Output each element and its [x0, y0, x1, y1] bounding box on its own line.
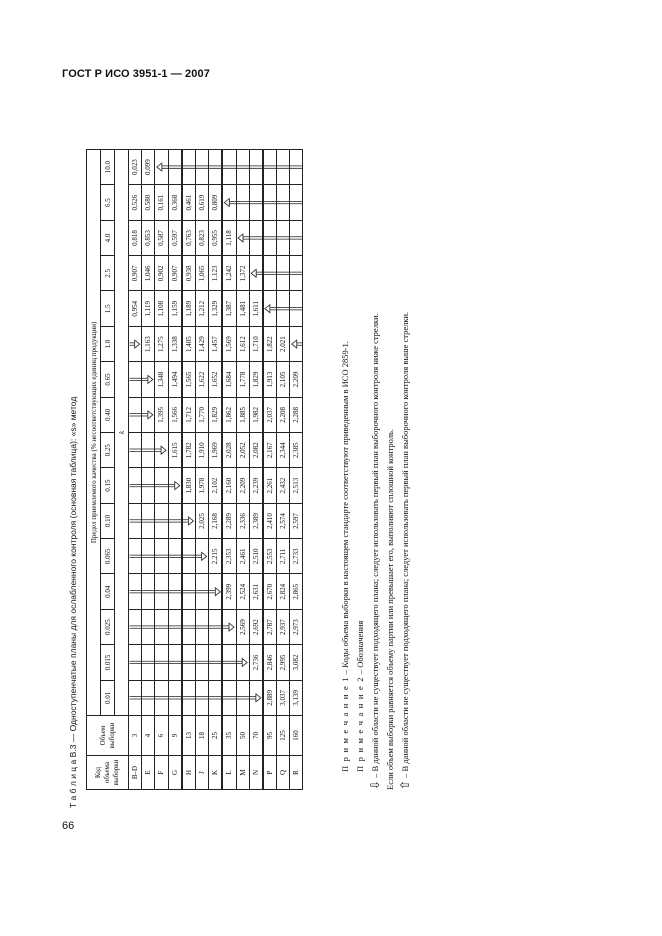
- k-value-cell: [155, 433, 168, 468]
- k-value-cell: [129, 362, 142, 397]
- k-value-cell: 0,368: [168, 185, 182, 220]
- table-row: [209, 149, 223, 789]
- k-value-cell: 1,782: [182, 433, 196, 468]
- k-value-cell: 2,160: [222, 468, 236, 503]
- k-value-cell: [142, 539, 155, 574]
- k-value-cell: [263, 220, 277, 255]
- k-value-cell: 2,736: [249, 645, 263, 680]
- k-value-cell: 2,865: [290, 574, 303, 609]
- aql-value: 0.15: [101, 468, 115, 503]
- aql-value: 6.5: [101, 185, 115, 220]
- k-value-cell: [209, 680, 223, 715]
- k-value-cell: [222, 645, 236, 680]
- row-sample-size: 9: [168, 716, 182, 756]
- k-value-cell: 2,973: [290, 609, 303, 644]
- note-up-arrow: [398, 150, 413, 790]
- row-code: R: [290, 756, 303, 790]
- row-sample-size: 4: [142, 716, 155, 756]
- k-value-cell: [236, 645, 249, 680]
- note-down-arrow: [368, 150, 383, 790]
- k-value-cell: [236, 220, 249, 255]
- k-value-cell: [209, 149, 223, 185]
- k-value-cell: [142, 645, 155, 680]
- k-value-cell: 2,021: [277, 326, 290, 361]
- aql-value: 0.015: [101, 645, 115, 680]
- k-value-cell: [263, 185, 277, 220]
- k-value-cell: 1,481: [236, 291, 249, 326]
- row-sample-size: 13: [182, 716, 196, 756]
- aql-value: 0.25: [101, 433, 115, 468]
- note-1: [338, 150, 353, 790]
- caption-text: — Одноступенчатые планы для ослабленного контроля (основная таблица): «s» метод: [68, 396, 78, 745]
- rotated-table-area: [68, 148, 428, 808]
- k-value-cell: [168, 680, 182, 715]
- k-value-cell: [222, 609, 236, 644]
- up-arrow-icon: ⇧: [398, 779, 412, 790]
- row-sample-size: 125: [277, 716, 290, 756]
- aql-header: Предел приемлемого качества (% несоответствующих единиц продукции): [87, 149, 101, 715]
- row-sample-size: 95: [263, 716, 277, 756]
- k-value-cell: [182, 609, 196, 644]
- k-label: k: [115, 149, 129, 715]
- k-value-cell: 0,955: [209, 220, 223, 255]
- k-value-cell: 2,353: [222, 539, 236, 574]
- table-row: [277, 149, 290, 789]
- document-header: ГОСТ Р ИСО 3951-1 — 2007: [62, 68, 210, 80]
- column-header-sample-size: Объем выборки: [87, 716, 129, 756]
- k-value-cell: [129, 645, 142, 680]
- row-code: B–D: [129, 756, 142, 790]
- table-row: [182, 149, 196, 789]
- table-row: [263, 149, 277, 789]
- k-value-cell: [263, 291, 277, 326]
- k-value-cell: 1,065: [195, 256, 208, 291]
- k-value-cell: 0,907: [168, 256, 182, 291]
- k-value-cell: [168, 468, 182, 503]
- k-value-cell: 1,569: [222, 326, 236, 361]
- table-notes: [338, 150, 413, 790]
- k-value-cell: [182, 539, 196, 574]
- k-value-cell: 2,239: [249, 468, 263, 503]
- row-code: L: [222, 756, 236, 790]
- k-value-cell: 1,712: [182, 397, 196, 432]
- k-value-cell: 2,937: [277, 609, 290, 644]
- k-value-cell: [249, 149, 263, 185]
- aql-value: 0.025: [101, 609, 115, 644]
- aql-value: 1.0: [101, 326, 115, 361]
- k-value-cell: [290, 291, 303, 326]
- k-value-cell: 2,995: [277, 645, 290, 680]
- k-value-cell: 2,028: [222, 433, 236, 468]
- k-value-cell: [182, 149, 196, 185]
- k-value-cell: 1,913: [263, 362, 277, 397]
- k-value-cell: 1,830: [182, 468, 196, 503]
- k-value-cell: [209, 645, 223, 680]
- table-caption: [68, 148, 82, 808]
- k-value-cell: 1,611: [249, 291, 263, 326]
- k-value-cell: 1,242: [222, 256, 236, 291]
- note-2-label: П р и м е ч а н и е 2: [355, 676, 365, 772]
- k-value-cell: 2,733: [290, 539, 303, 574]
- table-body: [129, 149, 303, 789]
- k-value-cell: [277, 149, 290, 185]
- k-value-cell: [142, 574, 155, 609]
- k-value-cell: [182, 574, 196, 609]
- k-value-cell: 2,209: [236, 468, 249, 503]
- k-value-cell: 2,432: [277, 468, 290, 503]
- k-value-cell: [290, 149, 303, 185]
- row-sample-size: 6: [155, 716, 168, 756]
- k-value-cell: 1,612: [236, 326, 249, 361]
- row-code: H: [182, 756, 196, 790]
- k-value-cell: [129, 326, 142, 361]
- k-value-cell: 1,494: [168, 362, 182, 397]
- down-arrow-text: – В данной области не существует подходящего плана; следует использовать первый план выборочного контроля ниже стрелки.: [370, 313, 380, 780]
- aql-value: 1.5: [101, 291, 115, 326]
- k-value-cell: 1,778: [236, 362, 249, 397]
- k-value-cell: 1,684: [222, 362, 236, 397]
- k-value-cell: 2,889: [263, 680, 277, 715]
- k-value-cell: [290, 326, 303, 361]
- sampling-plan-table: [86, 149, 303, 790]
- k-value-cell: [168, 609, 182, 644]
- k-value-cell: 2,344: [277, 433, 290, 468]
- note-1-label: П р и м е ч а н и е 1: [340, 676, 350, 772]
- k-value-cell: 1,348: [155, 362, 168, 397]
- table-row: [129, 149, 142, 789]
- k-value-cell: 2,389: [249, 503, 263, 538]
- k-value-cell: [277, 185, 290, 220]
- k-value-cell: [129, 609, 142, 644]
- k-value-cell: 2,574: [277, 503, 290, 538]
- table-row: [249, 149, 263, 789]
- k-value-cell: [155, 574, 168, 609]
- k-value-cell: 2,711: [277, 539, 290, 574]
- k-value-cell: 0,763: [182, 220, 196, 255]
- k-value-cell: [277, 291, 290, 326]
- k-value-cell: 2,336: [236, 503, 249, 538]
- k-value-cell: 0,938: [182, 256, 196, 291]
- k-value-cell: 2,553: [263, 539, 277, 574]
- k-value-cell: 3,082: [290, 645, 303, 680]
- k-value-cell: 3,139: [290, 680, 303, 715]
- k-value-cell: 1,212: [195, 291, 208, 326]
- k-value-cell: [249, 680, 263, 715]
- k-value-cell: 2,569: [236, 609, 249, 644]
- k-value-cell: 1,969: [209, 433, 223, 468]
- k-value-cell: 1,862: [222, 397, 236, 432]
- k-value-cell: [142, 433, 155, 468]
- k-value-cell: 1,822: [263, 326, 277, 361]
- aql-value: 2.5: [101, 256, 115, 291]
- k-value-cell: [195, 680, 208, 715]
- k-value-cell: 2,289: [222, 503, 236, 538]
- k-value-cell: 1,829: [209, 397, 223, 432]
- table-row: [222, 149, 236, 789]
- k-value-cell: [195, 149, 208, 185]
- k-value-cell: [155, 468, 168, 503]
- k-value-cell: [168, 503, 182, 538]
- table-row: [142, 149, 155, 789]
- aql-value: 0.01: [101, 680, 115, 715]
- aql-value: 0.65: [101, 362, 115, 397]
- k-value-cell: 0,853: [142, 220, 155, 255]
- k-value-cell: [142, 362, 155, 397]
- note-2-text: – Обозначения: [355, 620, 365, 677]
- k-value-cell: 2,631: [249, 574, 263, 609]
- k-value-cell: 2,597: [290, 503, 303, 538]
- k-value-cell: [129, 468, 142, 503]
- k-value-cell: [129, 539, 142, 574]
- row-sample-size: 3: [129, 716, 142, 756]
- k-value-cell: 2,261: [263, 468, 277, 503]
- k-value-cell: 2,082: [249, 433, 263, 468]
- row-code: J: [195, 756, 208, 790]
- up-arrow-text: – В данной области не существует подходящего плана; следует использовать первый план выборочного контроля выше стрелки.: [400, 311, 410, 780]
- k-value-cell: 2,787: [263, 609, 277, 644]
- k-value-cell: 2,846: [263, 645, 277, 680]
- k-value-cell: 1,387: [222, 291, 236, 326]
- aql-values-row: [101, 149, 115, 789]
- k-value-cell: [182, 503, 196, 538]
- k-value-cell: 1,622: [195, 362, 208, 397]
- k-value-cell: 0,954: [129, 291, 142, 326]
- k-value-cell: 1,615: [168, 433, 182, 468]
- note-1-text: – Коды объема выборки в настоящем стандарте соответствуют приведенным в ИСО 2859-1.: [340, 341, 350, 677]
- k-value-cell: [290, 220, 303, 255]
- k-value-cell: [209, 609, 223, 644]
- k-value-cell: 2,692: [249, 609, 263, 644]
- k-value-cell: 0,161: [155, 185, 168, 220]
- k-value-cell: 1,710: [249, 326, 263, 361]
- k-value-cell: 2,052: [236, 433, 249, 468]
- k-value-cell: 0,580: [142, 185, 155, 220]
- k-value-cell: 2,824: [277, 574, 290, 609]
- k-value-cell: 1,885: [236, 397, 249, 432]
- k-value-cell: [277, 256, 290, 291]
- k-value-cell: 1,910: [195, 433, 208, 468]
- k-value-cell: [168, 645, 182, 680]
- k-value-cell: 0,823: [195, 220, 208, 255]
- column-header-code: Код объема выборки: [87, 756, 129, 790]
- k-value-cell: 0,619: [195, 185, 208, 220]
- note-full-inspection: Если объем выборки равняется объему партии или превышает его, выполняют сплошной контроль.: [385, 428, 395, 790]
- row-code: N: [249, 756, 263, 790]
- k-value-cell: [168, 539, 182, 574]
- k-value-cell: 1,118: [222, 220, 236, 255]
- k-value-cell: [155, 539, 168, 574]
- k-value-cell: 1,829: [249, 362, 263, 397]
- k-value-cell: 1,982: [249, 397, 263, 432]
- k-value-cell: [236, 185, 249, 220]
- k-value-cell: 0,587: [155, 220, 168, 255]
- k-value-cell: [168, 149, 182, 185]
- aql-value: 4.0: [101, 220, 115, 255]
- k-value-cell: 1,329: [209, 291, 223, 326]
- k-value-cell: 2,167: [263, 433, 277, 468]
- row-code: K: [209, 756, 223, 790]
- row-sample-size: 70: [249, 716, 263, 756]
- k-value-cell: 2,385: [290, 433, 303, 468]
- row-code: M: [236, 756, 249, 790]
- k-value-cell: 2,670: [263, 574, 277, 609]
- k-value-cell: 1,159: [168, 291, 182, 326]
- k-value-cell: 0,526: [129, 185, 142, 220]
- k-value-cell: 2,102: [209, 468, 223, 503]
- k-value-cell: 2,288: [290, 397, 303, 432]
- page-number: 66: [62, 820, 75, 832]
- k-value-cell: 2,105: [277, 362, 290, 397]
- aql-value: 10.0: [101, 149, 115, 185]
- k-value-cell: [155, 503, 168, 538]
- k-value-cell: 1,189: [182, 291, 196, 326]
- k-value-cell: 1,566: [168, 397, 182, 432]
- k-value-cell: [142, 397, 155, 432]
- k-value-cell: 1,119: [142, 291, 155, 326]
- k-value-cell: 1,770: [195, 397, 208, 432]
- row-sample-size: 18: [195, 716, 208, 756]
- k-value-cell: 2,037: [263, 397, 277, 432]
- k-value-cell: [222, 185, 236, 220]
- down-arrow-icon: ⇩: [368, 779, 382, 790]
- k-value-cell: [222, 680, 236, 715]
- table-row: [290, 149, 303, 789]
- k-value-cell: [129, 680, 142, 715]
- k-value-cell: 1,372: [236, 256, 249, 291]
- k-value-cell: 2,524: [236, 574, 249, 609]
- k-value-cell: [195, 609, 208, 644]
- row-code: P: [263, 756, 277, 790]
- row-sample-size: 160: [290, 716, 303, 756]
- k-value-cell: 2,513: [290, 468, 303, 503]
- k-value-cell: [155, 680, 168, 715]
- row-code: Q: [277, 756, 290, 790]
- row-code: G: [168, 756, 182, 790]
- k-value-cell: [249, 185, 263, 220]
- k-value-cell: 1,123: [209, 256, 223, 291]
- aql-value: 0.04: [101, 574, 115, 609]
- k-value-cell: [129, 503, 142, 538]
- k-value-cell: [209, 574, 223, 609]
- k-value-cell: [182, 680, 196, 715]
- aql-value: 0.40: [101, 397, 115, 432]
- k-value-cell: 0,597: [168, 220, 182, 255]
- k-value-cell: 1,046: [142, 256, 155, 291]
- row-sample-size: 50: [236, 716, 249, 756]
- k-value-cell: 1,429: [195, 326, 208, 361]
- k-value-cell: 0,907: [129, 256, 142, 291]
- k-value-cell: [249, 256, 263, 291]
- k-value-cell: 0,818: [129, 220, 142, 255]
- note-2: [353, 150, 368, 790]
- k-value-cell: 0,809: [209, 185, 223, 220]
- k-value-cell: [155, 645, 168, 680]
- k-value-cell: 1,275: [155, 326, 168, 361]
- k-value-cell: 2,168: [209, 503, 223, 538]
- k-value-cell: [263, 149, 277, 185]
- k-value-cell: 1,338: [168, 326, 182, 361]
- k-value-cell: 2,510: [249, 539, 263, 574]
- k-value-cell: [195, 574, 208, 609]
- k-value-cell: 0,461: [182, 185, 196, 220]
- k-value-cell: [142, 609, 155, 644]
- row-sample-size: 35: [222, 716, 236, 756]
- k-value-cell: 2,399: [222, 574, 236, 609]
- caption-number: В.3: [68, 744, 78, 758]
- k-value-cell: 1,565: [182, 362, 196, 397]
- table-row: [236, 149, 249, 789]
- k-value-cell: 0,023: [129, 149, 142, 185]
- k-value-cell: 1,652: [209, 362, 223, 397]
- aql-value: 0.10: [101, 503, 115, 538]
- k-value-cell: [155, 609, 168, 644]
- k-value-cell: [290, 256, 303, 291]
- table-row: [168, 149, 182, 789]
- k-value-cell: 1,457: [209, 326, 223, 361]
- k-value-cell: [290, 185, 303, 220]
- k-value-cell: [142, 468, 155, 503]
- k-value-cell: 2,209: [290, 362, 303, 397]
- row-code: F: [155, 756, 168, 790]
- k-value-cell: [129, 397, 142, 432]
- k-value-cell: 2,461: [236, 539, 249, 574]
- k-value-cell: 2,208: [277, 397, 290, 432]
- k-value-cell: 1,405: [182, 326, 196, 361]
- k-value-cell: 1,978: [195, 468, 208, 503]
- k-value-cell: [168, 574, 182, 609]
- aql-value: 0.065: [101, 539, 115, 574]
- k-value-cell: 3,037: [277, 680, 290, 715]
- k-value-cell: [182, 645, 196, 680]
- k-value-cell: 1,108: [155, 291, 168, 326]
- k-value-cell: [236, 149, 249, 185]
- k-value-cell: 0,902: [155, 256, 168, 291]
- k-value-cell: [222, 149, 236, 185]
- k-value-cell: [277, 220, 290, 255]
- k-value-cell: 2,215: [209, 539, 223, 574]
- table-row: [155, 149, 168, 789]
- k-value-cell: 2,410: [263, 503, 277, 538]
- table-row: [195, 149, 208, 789]
- k-value-cell: 0,099: [142, 149, 155, 185]
- k-value-cell: [142, 680, 155, 715]
- k-value-cell: [263, 256, 277, 291]
- k-value-cell: [129, 574, 142, 609]
- caption-label: Т а б л и ц а: [68, 759, 78, 808]
- k-value-cell: [129, 433, 142, 468]
- k-value-cell: 2,025: [195, 503, 208, 538]
- k-value-cell: [155, 149, 168, 185]
- k-value-cell: [142, 503, 155, 538]
- k-value-cell: [195, 539, 208, 574]
- k-value-cell: [195, 645, 208, 680]
- k-value-cell: [249, 220, 263, 255]
- k-value-cell: 1,163: [142, 326, 155, 361]
- row-code: E: [142, 756, 155, 790]
- k-value-cell: [236, 680, 249, 715]
- k-value-cell: 1,395: [155, 397, 168, 432]
- row-sample-size: 25: [209, 716, 223, 756]
